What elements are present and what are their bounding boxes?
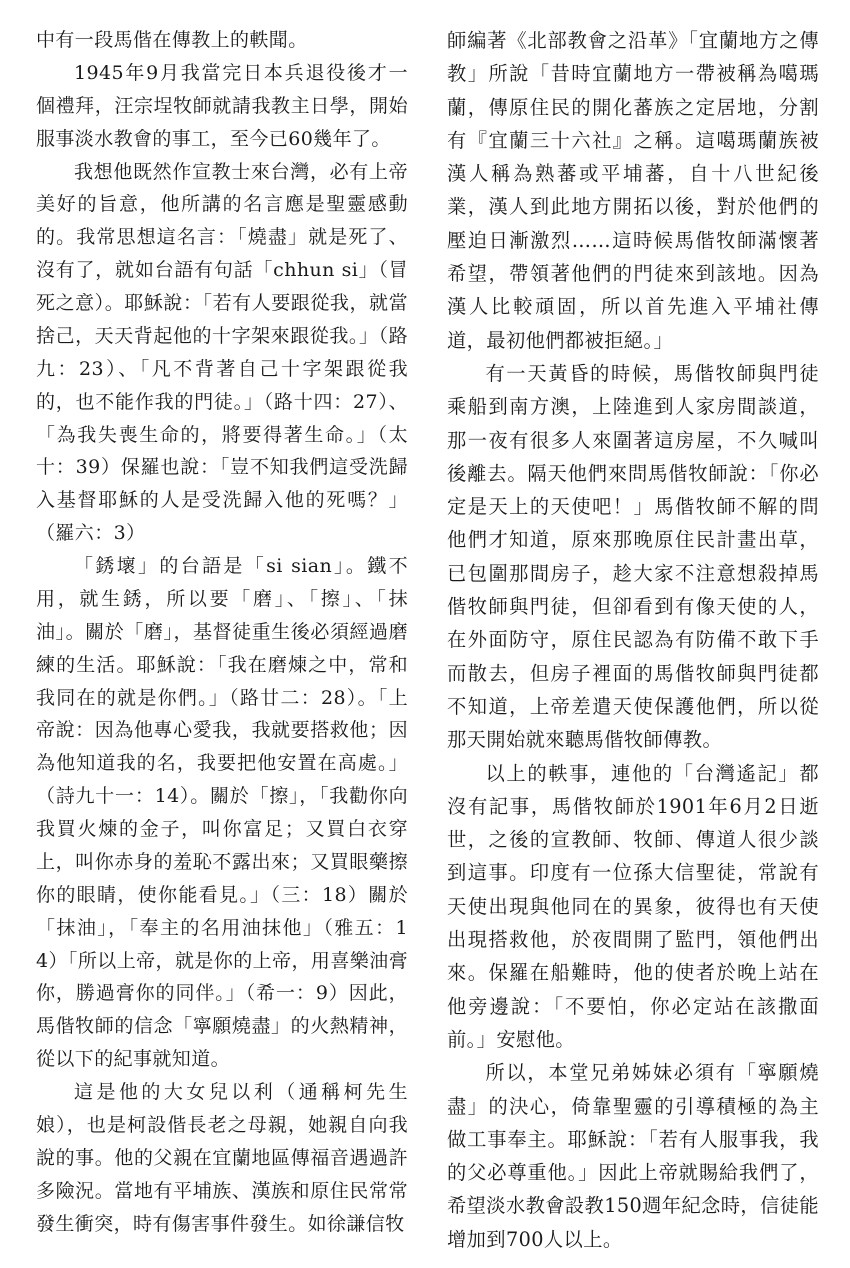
paragraph-left-4: 「銹壞」的台語是「si sian」。鐵不用，就生銹，所以要「磨」、「擦」、「抹油」。關於「磨」，基督徒重生後必須經過磨練的生活。耶穌說：「我在磨煉之中，常和我同在的就是你們。」（路廿二：28）。「上帝說：因為他專心愛我，我就要搭救他；因為他知道我的名，我要把他安置在高處。」（詩九十一：14）。關於「擦」，「我勸你向我買火煉的金子，叫你富足；又買白衣穿上，叫你赤身的羞恥不露出來；又買眼藥擦你的眼睛，使你能看見。」（三：18）關於「抹油」，「奉主的名用油抹他」（雅五：14）「所以上帝，就是你的上帝，用喜樂油膏你，勝過膏你的同伴。」（希一：9）因此，馬偕牧師的信念「寧願燒盡」的火熱精神，從以下的紀事就知道。	[36, 555, 408, 1071]
paragraph-left-1: 中有一段馬偕在傳教上的軼聞。	[36, 29, 308, 51]
paragraph-right-3: 以上的軼事，連他的「台灣遙記」都沒有記事，馬偕牧師於1901年6月2日逝世，之後的宣教師、牧師、傳道人很少談到這事。印度有一位孫大信聖徒，常說有天使出現與他同在的異象，彼得也有天使出現搭救他，於夜間開了監門，領他們出來。保羅在船難時，他的使者於晚上站在他旁邊說：「不要怕，你必定站在該撒面前。」安慰他。	[447, 761, 819, 1051]
paragraph-left-2: 1945年9月我當完日本兵退役後才一個禮拜，汪宗埕牧師就請我教主日學，開始服事淡水教會的事工，至今已60幾年了。	[36, 61, 408, 150]
left-column	[36, 24, 408, 1240]
paragraph-right-4: 所以，本堂兄弟姊妹必須有「寧願燒盡」的決心，倚靠聖靈的引導積極的為主做工事奉主。耶穌說：「若有人服事我，我的父必尊重他。」因此上帝就賜給我們了，希望淡水教會設教150週年紀念時，信徒能增加到700人以上。	[447, 1061, 819, 1251]
paragraph-left-5: 這是他的大女兒以利（通稱柯先生娘），也是柯設偕長老之母親，她親自向我說的事。他的父親在宜蘭地區傳福音遇過許多險況。當地有平埔族、漢族和原住民常常發生衝突，時有傷害事件發生。如徐謙信牧	[36, 1081, 408, 1235]
paragraph-right-1: 師編著《北部教會之沿革》「宜蘭地方之傳教」所說「昔時宜蘭地方一帶被稱為噶瑪蘭，傳原住民的開化蕃族之定居地，分割有『宜蘭三十六社』之稱。這噶瑪蘭族被漢人稱為熟蕃或平埔蕃，自十八世紀後業，漢人到此地方開拓以後，對於他們的壓迫日漸激烈……這時候馬偕牧師滿懷著希望，帶領著他們的門徒來到該地。因為漢人比較頑固，所以首先進入平埔社傳道，最初他們都被拒絕。」	[447, 29, 819, 352]
right-column	[447, 24, 819, 1256]
paragraph-right-2: 有一天黃昏的時候，馬偕牧師與門徒乘船到南方澳，上陸進到人家房間談道，那一夜有很多人來圍著這房屋，不久喊叫後離去。隔天他們來問馬偕牧師說：「你必定是天上的天使吧！」馬偕牧師不解的問他們才知道，原來那晚原住民計畫出草，已包圍那間房子，趁大家不注意想殺掉馬偕牧師與門徒，但卻看到有像天使的人，在外面防守，原住民認為有防備不敢下手而散去，但房子裡面的馬偕牧師與門徒都不知道，上帝差遣天使保護他們，所以從那天開始就來聽馬偕牧師傳教。	[447, 361, 819, 752]
paragraph-left-3: 我想他既然作宣教士來台灣，必有上帝美好的旨意，他所講的名言應是聖靈感動的。我常思想這名言：「燒盡」就是死了、沒有了，就如台語有句話「chhun si」（冒死之意）。耶穌說：「若有人要跟從我，就當捨己，天天背起他的十字架來跟從我。」（路九：23）、「凡不背著自己十字架跟從我的，也不能作我的門徒。」（路十四：27）、「為我失喪生命的，將要得著生命。」（太十：39）保羅也說：「豈不知我們這受洗歸入基督耶穌的人是受洗歸入他的死嗎？」（羅六：3）	[36, 160, 408, 545]
